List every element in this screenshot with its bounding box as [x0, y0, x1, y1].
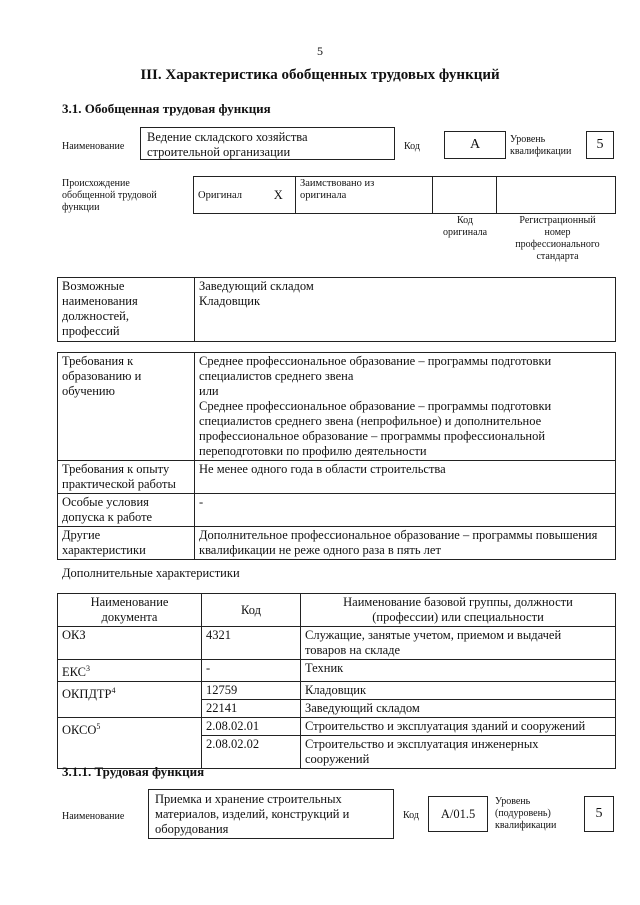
original-label: Оригинал — [194, 177, 262, 214]
function-name-line: строительной организации — [147, 145, 291, 159]
positions-label-line: Возможные — [62, 279, 125, 293]
requirement-label-line: характеристики — [62, 543, 146, 557]
level-label-line: Уровень — [510, 134, 546, 145]
borrowed-label-line: оригинала — [300, 190, 347, 201]
requirement-value-line: Дополнительное профессиональное образование – программы повышения — [199, 528, 598, 542]
table-row — [58, 682, 616, 700]
name-cell — [301, 627, 616, 660]
code-cell: 22141 — [202, 700, 301, 718]
requirement-label — [58, 353, 195, 461]
origin-label-line: обобщенной трудовой — [62, 190, 157, 201]
name-line: товаров на складе — [305, 643, 401, 657]
name-line: сооружений — [305, 752, 370, 767]
level-label-line: (подуровень) — [495, 808, 551, 819]
table-row — [58, 461, 616, 494]
column-header — [202, 594, 301, 627]
requirement-label-line: обучению — [62, 384, 115, 398]
function-name-line: Ведение складского хозяйства — [147, 130, 308, 144]
doc-cell — [58, 682, 202, 718]
level-label-line: Уровень — [495, 796, 531, 807]
requirement-value — [195, 527, 616, 560]
reg-number-label-line: стандарта — [536, 251, 579, 262]
requirement-label-line: Требования к опыту — [62, 462, 170, 476]
column-header-line: Наименование базовой группы, должности — [343, 595, 573, 609]
level-label — [495, 796, 556, 832]
page-number: 5 — [317, 44, 323, 58]
positions-table — [57, 277, 616, 342]
name-line: Служащие, занятые учетом, приемом и выдачей — [305, 628, 562, 642]
name-cell: Кладовщик — [301, 682, 616, 700]
requirements-table — [57, 352, 616, 560]
requirement-label — [58, 461, 195, 494]
doc-cell — [58, 627, 202, 660]
page-title: III. Характеристика обобщенных трудовых функций — [140, 67, 500, 83]
column-header-line: документа — [101, 610, 158, 624]
code-label: Код — [403, 810, 419, 821]
requirement-value-line: - — [199, 495, 204, 509]
reg-number-label-line: Регистрационный — [519, 215, 596, 226]
borrowed-label — [296, 177, 433, 214]
reg-number-label-line: профессионального — [515, 239, 600, 250]
name-cell: Техник — [301, 660, 616, 682]
footnote-ref: 4 — [111, 686, 116, 696]
positions-label-line: профессий — [62, 324, 120, 338]
footnote-ref: 5 — [96, 722, 101, 732]
requirement-value-line: Не менее одного года в области строительства — [199, 462, 446, 476]
requirement-value-line: специалистов среднего звена (непрофильное) и дополнительное — [199, 414, 542, 428]
positions-label-line: наименования — [62, 294, 138, 308]
requirement-label — [58, 494, 195, 527]
requirement-value — [195, 494, 616, 527]
labor-code-value-box: А/01.5 — [428, 796, 488, 832]
name-cell — [301, 736, 616, 769]
column-header-line: Код — [241, 602, 261, 617]
name-cell: Строительство и эксплуатация зданий и сооружений — [301, 718, 616, 736]
code-cell: 4321 — [202, 627, 301, 660]
labor-function-name-line: Приемка и хранение строительных — [155, 792, 342, 806]
footnote-ref: 3 — [86, 664, 90, 673]
section-3-1-1-heading: 3.1.1. Трудовая функция — [62, 764, 205, 779]
code-value-box: А — [444, 131, 506, 159]
code-cell: 2.08.02.01 — [202, 718, 301, 736]
requirement-label-line: Другие — [62, 528, 101, 542]
origin-label-line: Происхождение — [62, 178, 130, 189]
requirement-label-line: образованию и — [62, 369, 142, 383]
reg-number-label — [500, 215, 615, 263]
additional-table — [57, 593, 616, 769]
doc-name: ЕКС — [62, 665, 86, 680]
code-cell: - — [202, 660, 301, 682]
origin-label-line: функции — [62, 202, 100, 213]
table-header-row — [58, 594, 616, 627]
requirement-value-line: Среднее профессиональное образование – программы подготовки — [199, 354, 552, 368]
code-original-label-line: Код — [457, 215, 473, 226]
name-label: Наименование — [62, 811, 125, 822]
origin-table — [193, 176, 616, 214]
column-header — [301, 594, 616, 627]
code-cell: 2.08.02.02 — [202, 736, 301, 769]
column-header — [58, 594, 202, 627]
level-label-line: квалификации — [495, 820, 557, 831]
original-mark: X — [262, 177, 296, 214]
column-header-line: Наименование — [90, 595, 169, 609]
labor-function-name-line: материалов, изделий, конструкций и — [155, 807, 350, 821]
code-cell: 12759 — [202, 682, 301, 700]
column-header-line: (профессии) или специальности — [372, 610, 544, 624]
function-name-box — [140, 127, 395, 160]
requirement-value-line: Среднее профессиональное образование – программы подготовки — [199, 399, 552, 413]
requirement-value-line: переподготовки по профилю деятельности — [199, 444, 427, 458]
requirement-value — [195, 353, 616, 461]
doc-name: ОКСО — [62, 723, 97, 738]
name-label: Наименование — [62, 141, 125, 152]
requirement-value-line: профессиональное образование – программы профессиональной — [199, 429, 546, 443]
table-row — [58, 494, 616, 527]
requirement-value — [195, 461, 616, 494]
reg-number-label-line: номер — [544, 227, 571, 238]
borrowed-label-line: Заимствовано из — [300, 178, 375, 189]
level-label — [510, 134, 571, 158]
doc-name: ОКЗ — [62, 628, 86, 642]
code-original-label — [432, 215, 498, 239]
positions-label — [58, 278, 195, 342]
requirement-label-line: практической работы — [62, 477, 176, 491]
position-item: Заведующий складом — [199, 279, 314, 293]
table-row — [58, 627, 616, 660]
table-row — [58, 527, 616, 560]
positions-values — [195, 278, 616, 342]
reg-number-cell — [497, 177, 616, 214]
position-item: Кладовщик — [199, 294, 261, 308]
requirement-label-line: Особые условия — [62, 495, 149, 509]
table-row — [58, 353, 616, 461]
code-original-label-line: оригинала — [442, 227, 488, 238]
labor-level-value-box: 5 — [584, 796, 614, 832]
requirement-label-line: допуска к работе — [62, 510, 153, 524]
name-cell: Заведующий складом — [301, 700, 616, 718]
section-3-1-heading: 3.1. Обобщенная трудовая функция — [62, 101, 271, 116]
positions-label-line: должностей, — [62, 309, 129, 323]
table-row — [58, 718, 616, 736]
level-value-box: 5 — [586, 131, 614, 159]
requirement-value-line: специалистов среднего звена — [199, 369, 354, 383]
doc-name: ОКПДТР — [62, 687, 112, 702]
requirement-label-line: Требования к — [62, 354, 134, 368]
labor-function-name-line: оборудования — [155, 822, 229, 836]
level-label-line: квалификации — [510, 146, 572, 157]
code-original-cell — [433, 177, 497, 214]
requirement-label — [58, 527, 195, 560]
doc-cell — [58, 660, 202, 682]
additional-heading: Дополнительные характеристики — [62, 566, 240, 580]
requirement-value-line: или — [199, 384, 219, 398]
labor-function-name-box — [148, 789, 394, 839]
table-row — [58, 660, 616, 682]
requirement-value-line: квалификации не реже одного раза в пять лет — [199, 543, 441, 557]
name-line: Строительство и эксплуатация инженерных — [305, 737, 539, 752]
doc-cell — [58, 718, 202, 769]
origin-label — [62, 178, 157, 214]
code-label: Код — [404, 141, 420, 152]
